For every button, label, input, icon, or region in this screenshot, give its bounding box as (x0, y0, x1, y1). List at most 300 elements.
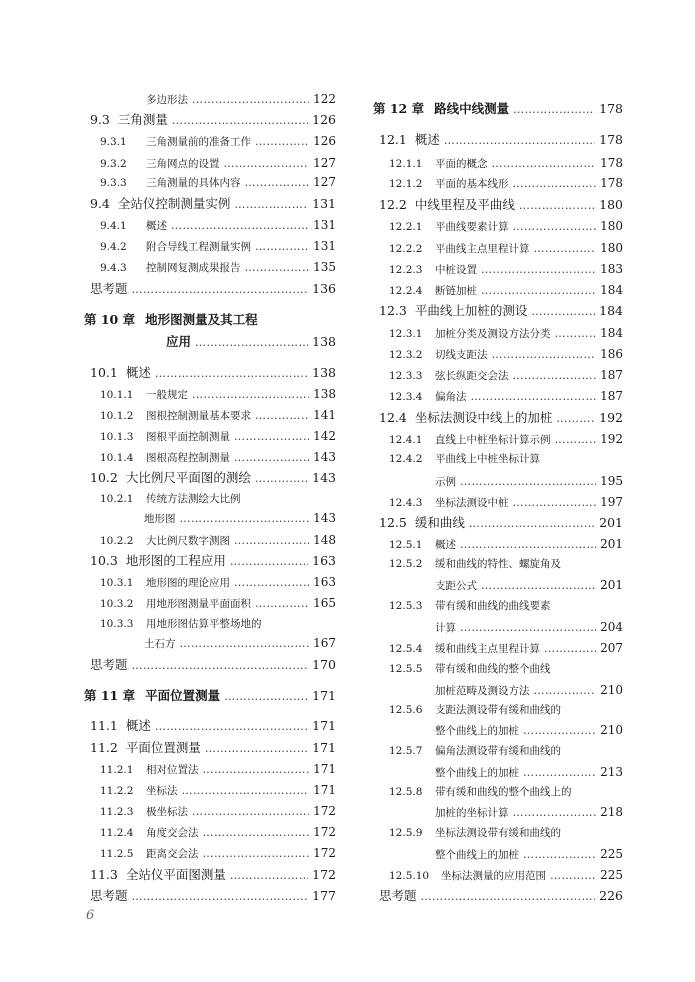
toc-entry-title: 加桩分类及测设方法分类 (435, 328, 551, 340)
toc-entry-title: 支距公式 (435, 580, 477, 592)
toc-entry-title: 图根高程控制测量 (146, 452, 230, 464)
toc-entry-page: 172 (313, 825, 336, 839)
toc-entry-number: 10.2.2 (100, 535, 134, 547)
toc-entry-title: 概述 (125, 718, 151, 733)
toc-subsection-entry[interactable] (84, 219, 336, 232)
toc-entry-title: 坐标法 (146, 785, 178, 797)
toc-leader-dots (513, 178, 597, 189)
toc-leader-dots (471, 391, 597, 402)
toc-entry-title: 切线支距法 (435, 349, 488, 361)
toc-subsection-entry[interactable] (84, 388, 336, 401)
toc-entry-number: 10.3 (90, 553, 118, 568)
toc-entry-page: 127 (313, 175, 336, 189)
toc-entry-number: 12.5.1 (389, 539, 423, 551)
toc-section-entry[interactable] (84, 114, 336, 127)
toc-leader-dots (205, 743, 308, 754)
toc-leader-dots (245, 177, 310, 188)
toc-entry-page: 127 (313, 156, 336, 170)
toc-chapter-entry[interactable] (84, 336, 336, 349)
toc-leader-dots (444, 135, 595, 146)
toc-entry-page: 178 (599, 132, 623, 147)
toc-subsection-entry[interactable] (84, 451, 336, 464)
toc-subsection-entry[interactable] (84, 597, 336, 610)
toc-entry-title: 平面位置测量 (145, 688, 221, 703)
toc-subsection-entry[interactable] (373, 433, 623, 446)
toc-section-entry[interactable] (84, 890, 336, 903)
toc-leader-dots (469, 518, 595, 529)
toc-entry-page: 192 (599, 410, 623, 425)
toc-leader-dots (192, 94, 309, 105)
toc-subsection-entry[interactable] (84, 637, 336, 650)
toc-leader-dots (513, 807, 597, 818)
toc-subsection-entry[interactable] (373, 745, 623, 757)
toc-entry-title: 相对位置法 (146, 764, 199, 776)
toc-entry-number: 11.3 (90, 867, 118, 882)
toc-entry-page: 171 (313, 783, 336, 797)
toc-entry-page: 126 (313, 134, 336, 148)
toc-subsection-entry[interactable] (373, 496, 623, 509)
toc-leader-dots (255, 598, 309, 609)
toc-section-entry[interactable] (373, 890, 623, 903)
toc-entry-title: 带有缓和曲线的曲线要素 (435, 600, 551, 612)
toc-entry-title: 概述 (146, 220, 167, 232)
toc-entry-page: 170 (312, 657, 336, 672)
toc-entry-page: 187 (600, 368, 623, 382)
toc-entry-title: 加桩范畴及测设方法 (435, 685, 530, 697)
toc-entry-number: 9.3.2 (100, 158, 127, 170)
toc-leader-dots (550, 870, 596, 881)
toc-subsection-entry[interactable] (84, 784, 336, 797)
toc-entry-title: 整个曲线上的加桩 (435, 849, 519, 861)
toc-leader-dots (195, 337, 308, 348)
toc-entry-title: 平面的概念 (435, 158, 488, 170)
toc-entry-page: 180 (600, 219, 623, 233)
toc-subsection-entry[interactable] (84, 826, 336, 839)
toc-leader-dots (460, 622, 596, 633)
toc-leader-dots (523, 849, 596, 860)
toc-entry-page: 135 (313, 260, 336, 274)
toc-leader-dots (481, 285, 596, 296)
toc-entry-page: 172 (313, 804, 336, 818)
toc-entry-number: 9.4.2 (100, 241, 127, 253)
toc-entry-number: 12.1 (379, 132, 407, 147)
toc-section-entry[interactable] (84, 367, 336, 380)
toc-leader-dots (132, 891, 309, 902)
toc-leader-dots (513, 497, 597, 508)
toc-entry-title: 大比例尺数字测图 (146, 535, 230, 547)
toc-entry-number: 12.5.2 (389, 558, 423, 570)
toc-section-entry[interactable] (84, 869, 336, 882)
toc-entry-page: 172 (313, 846, 336, 860)
toc-entry-number: 11.2.1 (100, 764, 134, 776)
toc-entry-title: 平曲线上加桩的测设 (414, 303, 528, 318)
toc-leader-dots (519, 200, 595, 211)
toc-subsection-entry[interactable] (373, 642, 623, 655)
toc-subsection-entry[interactable] (373, 684, 623, 697)
toc-entry-page: 126 (312, 112, 336, 127)
toc-entry-number: 12.1.1 (389, 158, 423, 170)
toc-subsection-entry[interactable] (373, 263, 623, 276)
toc-subsection-entry[interactable] (84, 135, 336, 148)
toc-entry-title: 加桩的坐标计算 (435, 807, 509, 819)
toc-entry-title: 附合导线工程测量实例 (146, 241, 251, 253)
toc-leader-dots (172, 115, 308, 126)
toc-subsection-entry[interactable] (373, 724, 623, 737)
toc-subsection-entry[interactable] (373, 869, 623, 882)
toc-entry-number: 第 10 章 (84, 312, 136, 327)
toc-subsection-entry[interactable] (373, 848, 623, 861)
toc-entry-title: 平曲线上中桩坐标计算 (435, 453, 540, 465)
toc-entry-page: 184 (600, 283, 623, 297)
toc-entry-title: 直线上中桩坐标计算示例 (435, 434, 551, 446)
toc-entry-page: 131 (313, 239, 336, 253)
toc-entry-number: 11.2.2 (100, 785, 134, 797)
toc-subsection-entry[interactable] (84, 618, 336, 630)
toc-entry-title: 带有缓和曲线的整个曲线上的 (435, 786, 572, 798)
toc-section-entry[interactable] (84, 283, 336, 296)
toc-entry-page: 204 (600, 620, 623, 634)
toc-entry-page: 187 (600, 389, 623, 403)
toc-entry-page: 195 (600, 474, 623, 488)
toc-entry-title: 三角网点的设置 (146, 158, 220, 170)
toc-subsection-entry[interactable] (373, 558, 623, 570)
toc-subsection-entry[interactable] (373, 827, 623, 839)
toc-entry-title: 极坐标法 (146, 806, 188, 818)
toc-leader-dots (255, 241, 309, 252)
toc-entry-title: 地形图 (144, 513, 176, 525)
toc-leader-dots (460, 539, 596, 550)
toc-entry-number: 12.5.4 (389, 643, 423, 655)
toc-subsection-entry[interactable] (84, 240, 336, 253)
toc-entry-page: 207 (600, 641, 623, 655)
toc-section-entry[interactable] (373, 134, 623, 147)
toc-leader-dots (513, 221, 597, 232)
toc-entry-title: 思考题 (90, 281, 128, 296)
toc-subsection-entry[interactable] (373, 390, 623, 403)
toc-leader-dots (171, 220, 309, 231)
toc-entry-number: 12.3.3 (389, 370, 423, 382)
toc-entry-number: 12.2 (379, 197, 407, 212)
toc-entry-title: 全站仪平面图测量 (125, 867, 226, 882)
toc-entry-page: 180 (600, 241, 623, 255)
toc-entry-page: 210 (600, 683, 623, 697)
toc-entry-number: 第 12 章 (373, 101, 425, 116)
toc-subsection-entry[interactable] (373, 369, 623, 382)
toc-leader-dots (245, 262, 310, 273)
toc-entry-page: 201 (600, 537, 623, 551)
toc-section-entry[interactable] (373, 199, 623, 212)
toc-leader-dots (230, 870, 308, 881)
toc-entry-page: 122 (313, 92, 336, 106)
toc-subsection-entry[interactable] (373, 327, 623, 340)
toc-leader-dots (531, 306, 595, 317)
toc-entry-title: 三角测量的具体内容 (146, 177, 241, 189)
toc-entry-page: 141 (313, 408, 336, 422)
toc-leader-dots (492, 158, 597, 169)
toc-entry-number: 12.3.2 (389, 349, 423, 361)
toc-subsection-entry[interactable] (373, 766, 623, 779)
toc-leader-dots (555, 328, 597, 339)
toc-section-entry[interactable] (373, 305, 623, 318)
toc-subsection-entry[interactable] (84, 493, 336, 505)
toc-entry-page: 225 (600, 868, 623, 882)
toc-leader-dots (460, 476, 596, 487)
toc-section-entry[interactable] (373, 412, 623, 425)
toc-leader-dots (132, 284, 309, 295)
toc-entry-title: 路线中线测量 (434, 101, 510, 116)
toc-subsection-entry[interactable] (373, 806, 623, 819)
toc-leader-dots (234, 452, 309, 463)
toc-chapter-entry[interactable] (373, 103, 623, 116)
toc-leader-dots (180, 638, 310, 649)
toc-entry-page: 218 (600, 805, 623, 819)
toc-entry-page: 201 (599, 515, 623, 530)
toc-subsection-entry[interactable] (373, 242, 623, 255)
toc-leader-dots (255, 473, 308, 484)
toc-entry-title: 角度交会法 (146, 827, 199, 839)
toc-leader-dots (224, 691, 308, 702)
toc-section-entry[interactable] (84, 720, 336, 733)
toc-section-entry[interactable] (84, 659, 336, 672)
toc-subsection-entry[interactable] (84, 576, 336, 589)
toc-entry-title: 中线里程及平曲线 (414, 197, 515, 212)
toc-chapter-entry[interactable] (84, 690, 336, 703)
toc-subsection-entry[interactable] (373, 786, 623, 798)
toc-entry-number: 12.2.3 (389, 264, 423, 276)
toc-leader-dots (155, 368, 308, 379)
toc-leader-dots (182, 785, 310, 796)
toc-entry-page: 143 (313, 450, 336, 464)
toc-entry-number: 9.4 (90, 196, 110, 211)
toc-entry-title: 传统方法测绘大比例 (146, 493, 241, 505)
toc-entry-number: 9.3.3 (100, 177, 127, 189)
toc-entry-title: 图根控制测量基本要求 (146, 410, 251, 422)
toc-entry-number: 12.5.6 (389, 704, 423, 716)
toc-subsection-entry[interactable] (84, 261, 336, 274)
toc-leader-dots (234, 577, 309, 588)
toc-entry-number: 10.1.4 (100, 452, 134, 464)
toc-subsection-entry[interactable] (84, 176, 336, 189)
toc-entry-number: 12.5.3 (389, 600, 423, 612)
toc-entry-title: 缓和曲线主点里程计算 (435, 643, 540, 655)
toc-entry-number: 11.2 (90, 740, 118, 755)
toc-subsection-entry[interactable] (84, 805, 336, 818)
toc-entry-number: 11.2.3 (100, 806, 134, 818)
toc-entry-title: 平面的基本线形 (435, 178, 509, 190)
toc-entry-page: 138 (313, 387, 336, 401)
toc-entry-page: 201 (600, 578, 623, 592)
toc-leader-dots (523, 767, 596, 778)
toc-leader-dots (534, 243, 597, 254)
toc-entry-page: 225 (600, 847, 623, 861)
toc-entry-number: 12.2.2 (389, 243, 423, 255)
toc-entry-title: 土石方 (144, 638, 176, 650)
toc-entry-page: 163 (312, 553, 336, 568)
toc-entry-number: 12.4 (379, 410, 407, 425)
toc-entry-number: 10.1 (90, 365, 118, 380)
toc-subsection-entry[interactable] (373, 621, 623, 634)
toc-entry-title: 用地形图估算平整场地的 (146, 618, 262, 630)
toc-entry-page: 171 (312, 718, 336, 733)
toc-leader-dots (255, 136, 309, 147)
toc-section-entry[interactable] (84, 555, 336, 568)
toc-entry-page: 172 (312, 867, 336, 882)
toc-entry-title: 坐标法测设中桩 (435, 497, 509, 509)
toc-entry-number: 11.1 (90, 718, 118, 733)
toc-entry-title: 缓和曲线的特性、螺旋角及 (435, 558, 561, 570)
toc-entry-title: 坐标法测量的应用范围 (441, 870, 546, 882)
toc-entry-number: 9.4.3 (100, 262, 127, 274)
toc-entry-title: 控制网复测成果报告 (146, 262, 241, 274)
toc-entry-title: 平面位置测量 (125, 740, 201, 755)
toc-leader-dots (203, 827, 310, 838)
toc-entry-title: 坐标法测设带有缓和曲线的 (435, 827, 561, 839)
toc-subsection-entry[interactable] (84, 157, 336, 170)
toc-entry-page: 131 (312, 196, 336, 211)
toc-entry-number: 9.3 (90, 112, 110, 127)
toc-entry-number: 12.3.4 (389, 391, 423, 403)
toc-entry-number: 10.3.1 (100, 577, 134, 589)
toc-leader-dots (192, 806, 309, 817)
toc-subsection-entry[interactable] (373, 663, 623, 675)
toc-entry-page: 183 (600, 262, 623, 276)
toc-entry-title: 带有缓和曲线的整个曲线 (435, 663, 551, 675)
toc-subsection-entry[interactable] (373, 284, 623, 297)
toc-entry-number: 10.1.3 (100, 431, 134, 443)
toc-entry-number: 10.3.2 (100, 598, 134, 610)
toc-subsection-entry[interactable] (84, 430, 336, 443)
toc-entry-title: 一般规定 (146, 389, 188, 401)
toc-section-entry[interactable] (84, 742, 336, 755)
toc-leader-dots (234, 535, 309, 546)
page-number: 6 (86, 908, 95, 923)
toc-subsection-entry[interactable] (373, 475, 623, 488)
toc-entry-title: 三角测量前的准备工作 (146, 136, 251, 148)
toc-leader-dots (234, 199, 308, 210)
toc-section-entry[interactable] (373, 517, 623, 530)
toc-leader-dots (481, 264, 596, 275)
toc-subsection-entry[interactable] (84, 847, 336, 860)
toc-subsection-entry[interactable] (84, 763, 336, 776)
toc-entry-page: 171 (313, 762, 336, 776)
toc-entry-title: 地形图的理论应用 (146, 577, 230, 589)
toc-entry-number: 11.2.4 (100, 827, 134, 839)
toc-entry-title: 大比例尺平面图的测绘 (125, 470, 251, 485)
toc-entry-title: 整个曲线上的加桩 (435, 767, 519, 779)
toc-entry-page: 165 (313, 596, 336, 610)
toc-entry-number: 10.3.3 (100, 618, 134, 630)
toc-entry-number: 9.3.1 (100, 136, 127, 148)
toc-entry-title: 距离交会法 (146, 848, 199, 860)
toc-entry-page: 178 (600, 156, 623, 170)
toc-leader-dots (513, 104, 595, 115)
toc-subsection-entry[interactable] (373, 348, 623, 361)
toc-subsection-entry[interactable] (84, 534, 336, 547)
toc-subsection-entry[interactable] (373, 157, 623, 170)
toc-entry-number: 12.1.2 (389, 178, 423, 190)
toc-subsection-entry[interactable] (373, 704, 623, 716)
toc-leader-dots (555, 434, 597, 445)
toc-entry-title: 平曲线要素计算 (435, 221, 509, 233)
toc-entry-title: 计算 (435, 622, 456, 634)
toc-entry-number: 10.1.2 (100, 410, 134, 422)
toc-entry-page: 143 (312, 470, 336, 485)
toc-entry-title: 图根平面控制测量 (146, 431, 230, 443)
toc-entry-page: 226 (599, 888, 623, 903)
toc-entry-number: 10.2 (90, 470, 118, 485)
toc-entry-title: 整个曲线上的加桩 (435, 725, 519, 737)
toc-subsection-entry[interactable] (84, 93, 336, 106)
toc-entry-number: 12.5.7 (389, 745, 423, 757)
toc-leader-dots (544, 643, 596, 654)
toc-entry-title: 示例 (435, 476, 456, 488)
toc-leader-dots (255, 410, 309, 421)
toc-entry-page: 184 (600, 326, 623, 340)
toc-entry-page: 178 (599, 101, 623, 116)
toc-entry-page: 171 (312, 740, 336, 755)
toc-leader-dots (421, 891, 596, 902)
toc-leader-dots (234, 431, 309, 442)
toc-entry-number: 12.3.1 (389, 328, 423, 340)
toc-entry-page: 142 (313, 429, 336, 443)
toc-entry-number: 12.5.9 (389, 827, 423, 839)
toc-section-entry[interactable] (84, 472, 336, 485)
toc-subsection-entry[interactable] (84, 512, 336, 525)
toc-entry-page: 184 (599, 303, 623, 318)
toc-subsection-entry[interactable] (373, 538, 623, 551)
toc-entry-number: 12.4.3 (389, 497, 423, 509)
toc-chapter-entry[interactable] (84, 314, 336, 327)
toc-leader-dots (556, 413, 595, 424)
toc-leader-dots (203, 764, 310, 775)
toc-entry-number: 12.2.1 (389, 221, 423, 233)
toc-entry-number: 9.4.1 (100, 220, 127, 232)
toc-entry-title: 概述 (125, 365, 151, 380)
toc-entry-page: 163 (313, 575, 336, 589)
toc-entry-page: 197 (600, 495, 623, 509)
toc-entry-page: 138 (312, 365, 336, 380)
toc-entry-page: 148 (313, 533, 336, 547)
toc-entry-title: 思考题 (90, 657, 128, 672)
toc-section-entry[interactable] (84, 198, 336, 211)
toc-entry-title: 三角测量 (117, 112, 168, 127)
toc-subsection-entry[interactable] (84, 409, 336, 422)
toc-entry-title: 断链加桩 (435, 285, 477, 297)
toc-entry-page: 136 (312, 281, 336, 296)
toc-entry-title: 概述 (414, 132, 440, 147)
toc-entry-number: 第 11 章 (84, 688, 136, 703)
toc-leader-dots (132, 660, 309, 671)
toc-leader-dots (513, 370, 597, 381)
toc-subsection-entry[interactable] (373, 579, 623, 592)
toc-leader-dots (192, 389, 309, 400)
toc-entry-page: 210 (600, 723, 623, 737)
toc-subsection-entry[interactable] (373, 220, 623, 233)
toc-subsection-entry[interactable] (373, 177, 623, 190)
toc-subsection-entry[interactable] (373, 453, 623, 465)
toc-entry-title: 思考题 (90, 888, 128, 903)
toc-entry-title: 思考题 (379, 888, 417, 903)
toc-entry-title: 支距法测设带有缓和曲线的 (435, 704, 561, 716)
toc-entry-title: 偏角法 (435, 391, 467, 403)
toc-entry-page: 171 (312, 688, 336, 703)
toc-entry-number: 12.4.1 (389, 434, 423, 446)
toc-entry-number: 12.2.4 (389, 285, 423, 297)
toc-leader-dots (481, 580, 596, 591)
toc-entry-page: 213 (600, 765, 623, 779)
toc-subsection-entry[interactable] (373, 600, 623, 612)
toc-leader-dots (180, 513, 310, 524)
